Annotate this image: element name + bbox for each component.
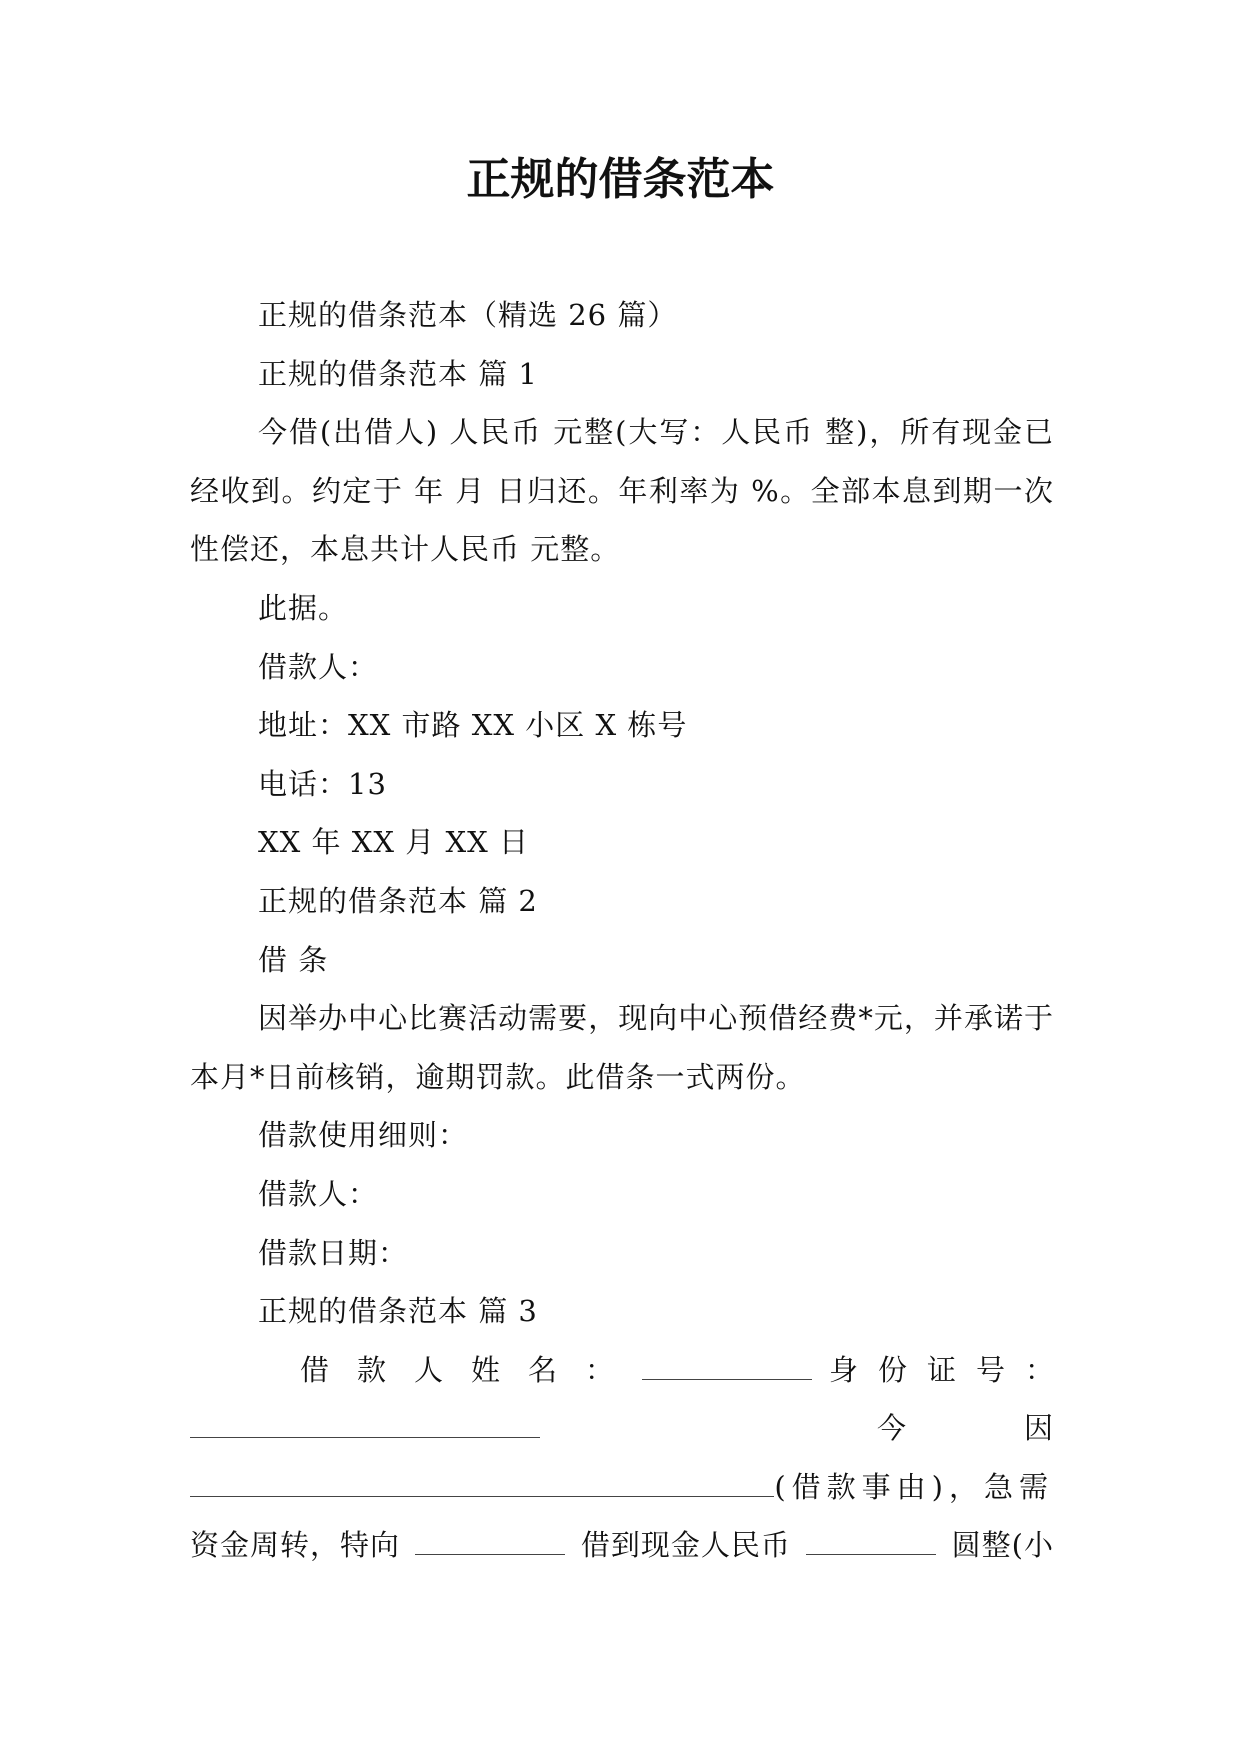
yin-char: 因	[1023, 1411, 1054, 1446]
reason-blank	[190, 1472, 774, 1497]
section-heading-3: 正规的借条范本 篇 3	[258, 1294, 538, 1329]
document-body	[190, 286, 1074, 1575]
cash-text-b: 借到现金人民币	[580, 1528, 791, 1563]
section-heading-1: 正规的借条范本 篇 1	[258, 356, 538, 391]
doc-subtitle: 正规的借条范本（精选 26 篇）	[258, 298, 678, 332]
form-line-name-id	[190, 1341, 1074, 1400]
jin-char: 今	[876, 1411, 907, 1446]
document-title: 正规的借条范本	[466, 154, 775, 205]
form-line-cash	[190, 1516, 1054, 1575]
loan-date-label: 借款日期：	[258, 1235, 409, 1270]
form-line-id-blank	[190, 1399, 1054, 1458]
borrower-name-blank	[642, 1355, 812, 1380]
paragraph-cizhu: 此据。	[258, 590, 349, 625]
borrower-label-2: 借款人：	[258, 1176, 379, 1211]
usage-rules-label: 借款使用细则：	[258, 1118, 469, 1153]
form-line-reason	[190, 1458, 1054, 1517]
loan-paragraph-2: 因举办中心比赛活动需要，现向中心预借经费*元，并承诺于本月*日前核销，逾期罚款。此借条一式两份。	[190, 1001, 1054, 1094]
address-line: 地址：XX 市路 XX 小区 X 栋号	[258, 708, 688, 743]
date-line: XX 年 XX 月 XX 日	[258, 825, 529, 860]
borrower-label: 借款人：	[258, 649, 379, 684]
phone-line: 电话：13	[258, 766, 387, 801]
loan-paragraph-1: 今借(出借人) 人民币 元整(大写：人民币 整)，所有现金已经收到。约定于 年 月 日归还。年利率为 %。全部本息到期一次性偿还，本息共计人民币 元整。	[190, 415, 1054, 567]
borrower-name-label: 借款人姓名：	[300, 1352, 643, 1387]
id-number-label: 身份证号：	[828, 1352, 1074, 1387]
cash-text-a: 资金周转，特向	[190, 1528, 401, 1563]
cash-text-c: 圆整(小	[951, 1528, 1054, 1563]
reason-suffix: (借款事由)，急需	[774, 1469, 1054, 1504]
iou-heading: 借 条	[258, 942, 329, 977]
lender-blank	[415, 1530, 565, 1555]
section-heading-2: 正规的借条范本 篇 2	[258, 883, 538, 918]
name-field-group	[300, 1341, 812, 1400]
id-number-blank	[190, 1413, 540, 1438]
amount-blank	[806, 1530, 936, 1555]
